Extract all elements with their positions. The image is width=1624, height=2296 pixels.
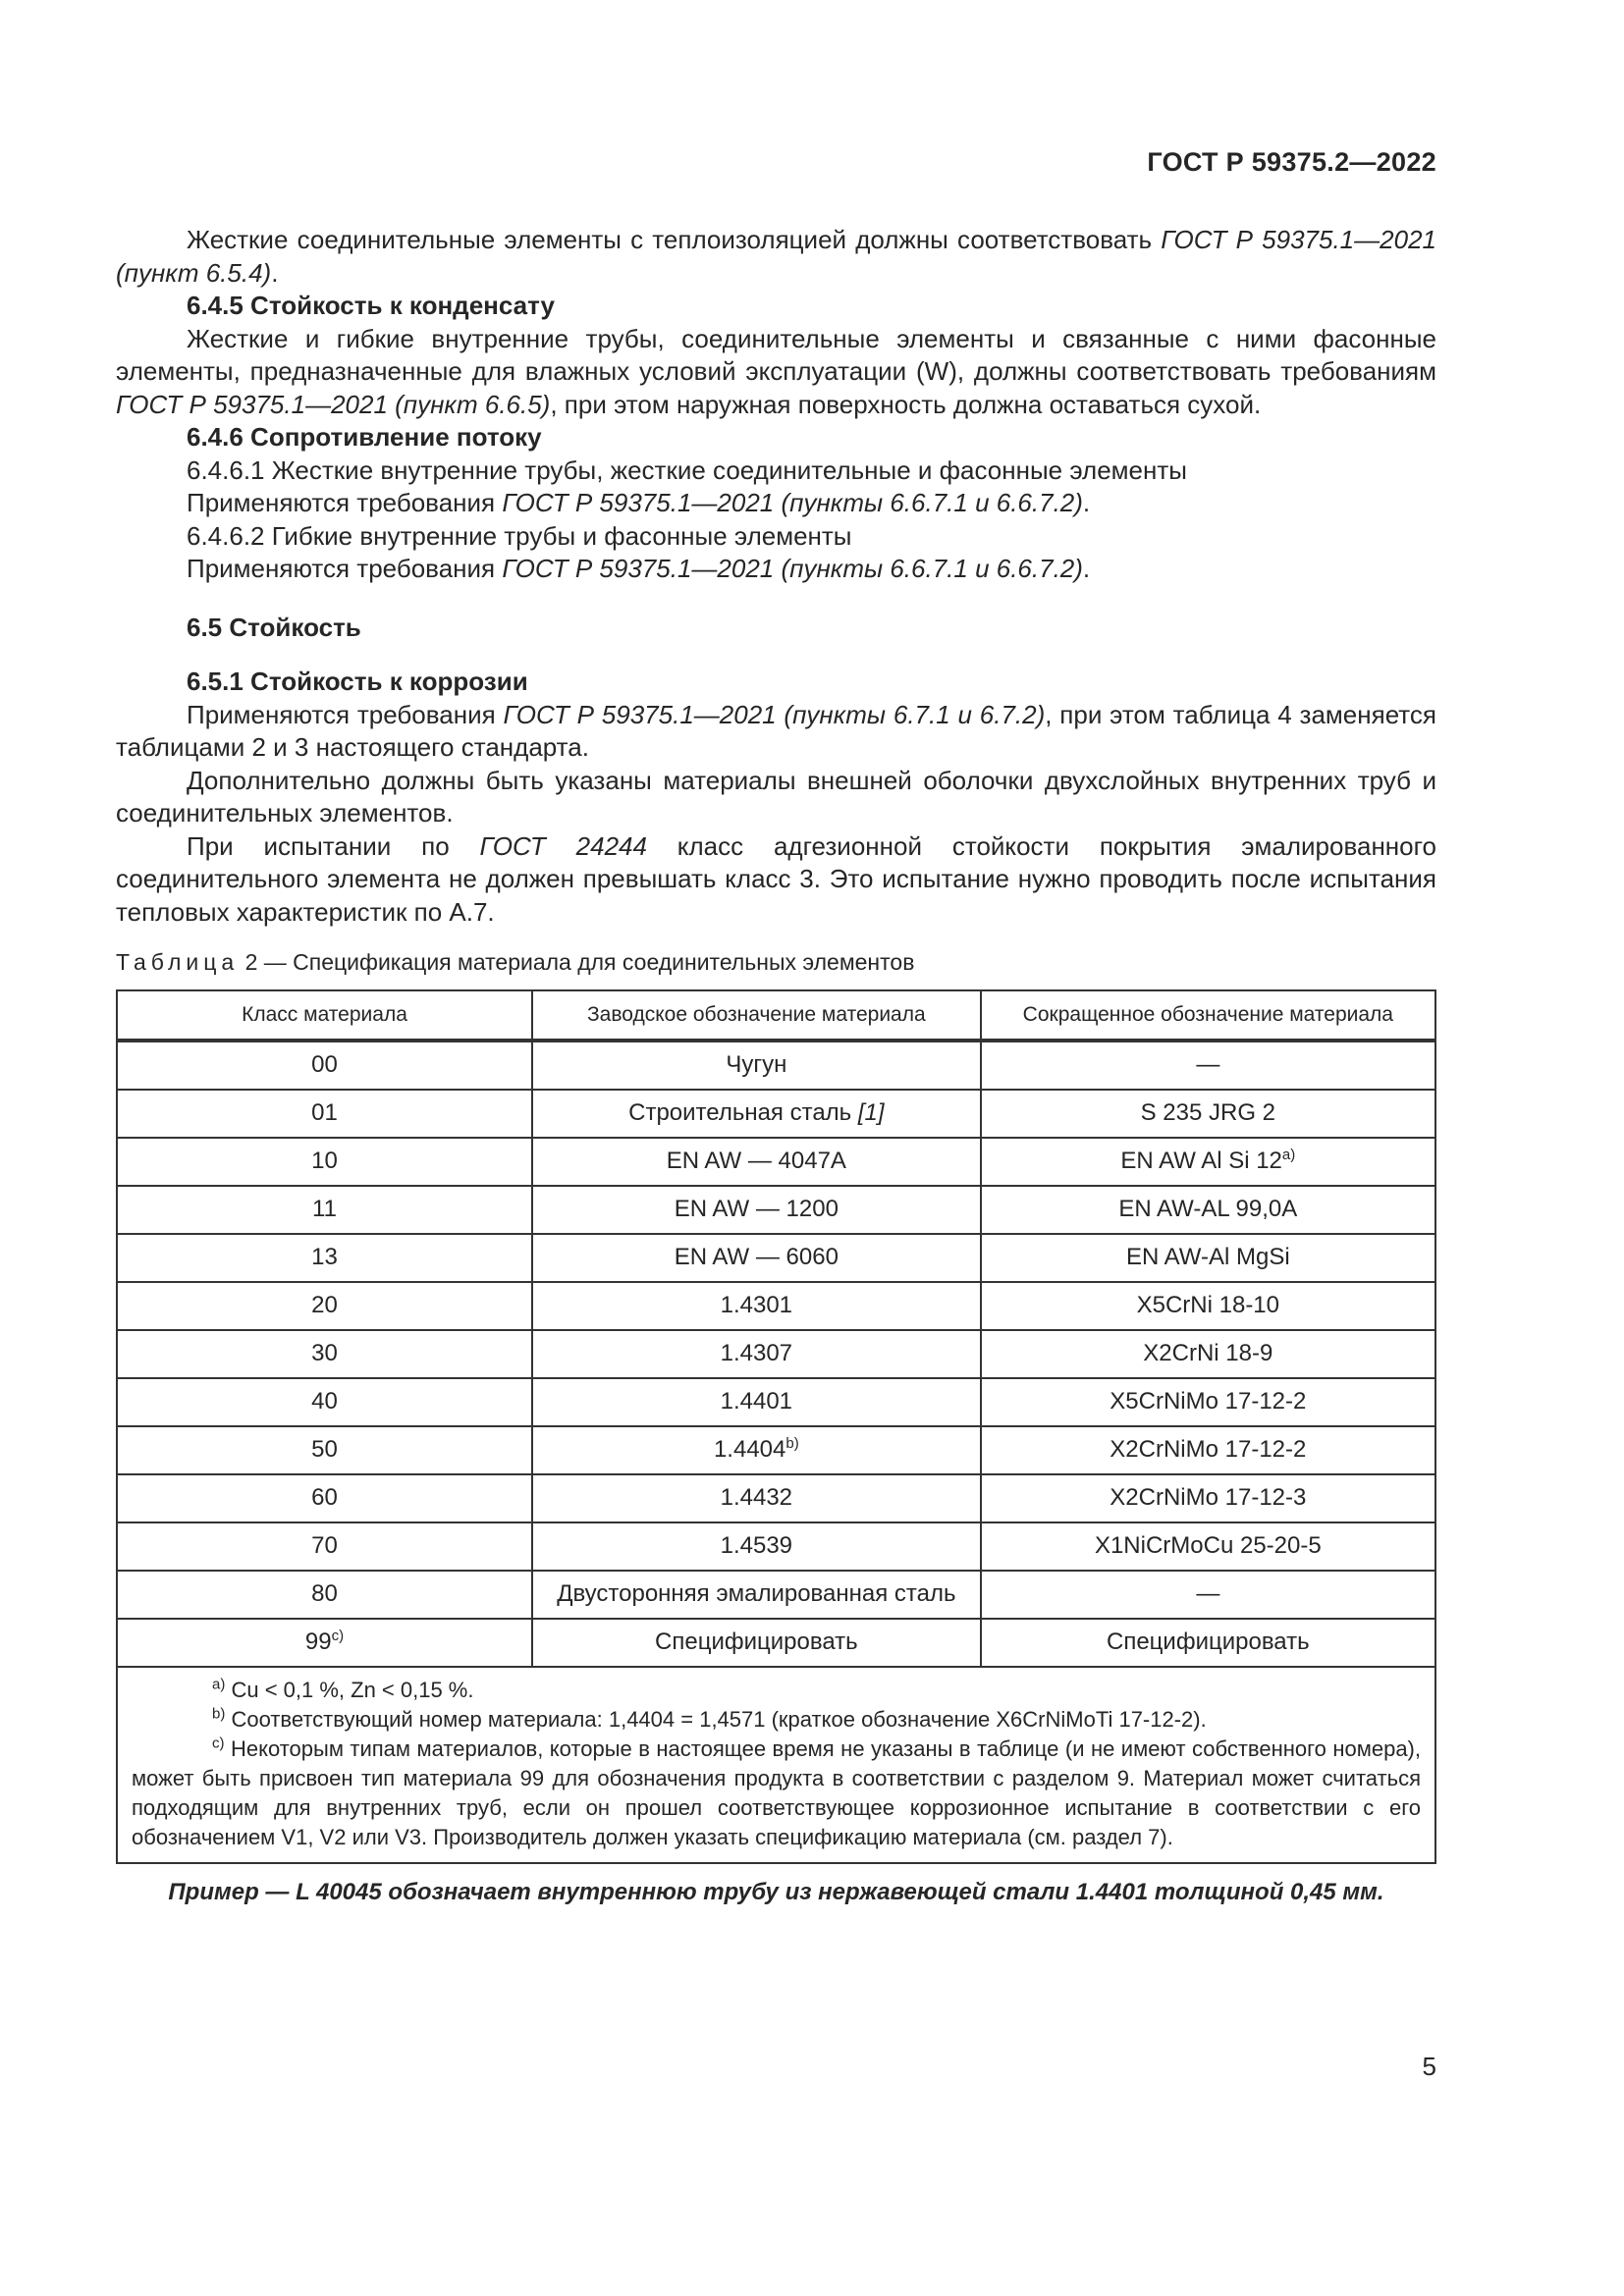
standard-reference: ГОСТ Р 59375.1—2021 (пункт 6.6.5) [116, 389, 551, 419]
heading-6-5-1: 6.5.1 Стойкость к коррозии [187, 667, 528, 696]
paragraph-applies-1: Применяются требования ГОСТ Р 59375.1—2021 (пункты 6.6.7.1 и 6.6.7.2). [187, 488, 1091, 517]
heading-6-4-5: 6.4.5 Стойкость к конденсату [187, 291, 555, 320]
footnote-a: $^{a)}$ Cu < 0,1 %, Zn < 0,15 %. [212, 1676, 474, 1702]
cell-factory-designation: 1.4539 [532, 1522, 981, 1571]
cell-short-designation: — [981, 1571, 1435, 1619]
cell-factory-designation: EN AW — 1200 [532, 1186, 981, 1234]
footnote-marker: a) [1281, 1147, 1296, 1164]
cell-material-class: 50 [117, 1426, 532, 1474]
cell-short-designation: X2CrNiMo 17-12-2 [981, 1426, 1435, 1474]
cell-short-designation: EN AW-Al MgSi [981, 1234, 1435, 1282]
cell-material-class: 11 [117, 1186, 532, 1234]
footnote-b: $^{b)}$ Соответствующий номер материала: 1,4404 = 1,4571 (краткое обозначение X6CrNiMoTi 17-12-2). [212, 1705, 1207, 1732]
standard-reference: ГОСТ Р 59375.1—2021 (пункты 6.6.7.1 и 6.6.7.2) [502, 554, 1083, 583]
cell-factory-designation: Строительная сталь [1] [532, 1090, 981, 1138]
table-body [117, 1041, 1435, 1667]
paragraph-condensate: Жесткие и гибкие внутренние трубы, соединительные элементы и связанные с ними фасонные элементы, предназначенные для влажных условий эксплуатации (W), должны соответствовать требованиям ГОСТ Р 59375.1—2021 (пункт 6.6.5), при этом наружная поверхность должна оставаться сухой. [116, 323, 1436, 419]
table-row [117, 1522, 1435, 1571]
table-caption: Таблица 2 — Спецификация материала для соединительных элементов [116, 949, 915, 975]
cell-material-class: 13 [117, 1234, 532, 1282]
cell-short-designation: X2CrNiMo 17-12-3 [981, 1474, 1435, 1522]
cell-material-class: 70 [117, 1522, 532, 1571]
table-row [117, 1041, 1435, 1090]
column-header-short: Сокращенное обозначение материала [981, 990, 1435, 1041]
cell-material-class: 30 [117, 1330, 532, 1378]
cell-factory-designation: EN AW — 4047A [532, 1138, 981, 1186]
page-number: 5 [1422, 2052, 1436, 2081]
cell-material-class: 00 [117, 1041, 532, 1090]
cell-short-designation: X1NiCrMoCu 25-20-5 [981, 1522, 1435, 1571]
table-row [117, 1474, 1435, 1522]
cell-material-class: 60 [117, 1474, 532, 1522]
cell-factory-designation: 1.4432 [532, 1474, 981, 1522]
table-row [117, 1090, 1435, 1138]
cell-material-class: 80 [117, 1571, 532, 1619]
cell-short-designation: EN AW-AL 99,0A [981, 1186, 1435, 1234]
table-row [117, 1426, 1435, 1474]
heading-6-5: 6.5 Стойкость [187, 612, 361, 642]
cell-factory-designation: 1.4307 [532, 1330, 981, 1378]
cell-factory-designation: Чугун [532, 1041, 981, 1090]
footnote-marker: c) [331, 1628, 345, 1645]
cell-material-class: 40 [117, 1378, 532, 1426]
table-row [117, 1186, 1435, 1234]
table-notes-row [117, 1667, 1435, 1863]
example-note: Пример — L 40045 обозначает внутреннюю трубу из нержавеющей стали 1.4401 толщиной 0,45 мм. [168, 1878, 1384, 1905]
standard-reference: ГОСТ Р 59375.1—2021 (пункт 6.5.4) [116, 225, 1436, 288]
cell-material-class: 99$^{c)}$ [117, 1619, 532, 1667]
footnote-c: $^{c)}$ Некоторым типам материалов, которые в настоящее время не указаны в таблице (и не имеют собственного номера), может быть присвоен тип материала 99 для обозначения продукта в соответствии с разделом 9. Материал может считаться подходящим для внутренних труб, если он прошел соответствующее коррозионное испытание в соответствии с его обозначением V1, V2 или V3. Производитель должен указать спецификацию материала (см. раздел 7). [132, 1735, 1421, 1849]
document-code-header: ГОСТ Р 59375.2—2022 [1147, 147, 1436, 177]
paragraph-outer-shell: Дополнительно должны быть указаны материалы внешней оболочки двухслойных внутренних труб и соединительных элементов. [116, 765, 1436, 828]
cell-short-designation: EN AW Al Si 12$^{a)}$ [981, 1138, 1435, 1186]
cell-material-class: 20 [117, 1282, 532, 1330]
table-header-row [117, 990, 1435, 1041]
cell-short-designation: Специфицировать [981, 1619, 1435, 1667]
standard-reference: ГОСТ 24244 [479, 830, 647, 861]
column-header-class: Класс материала [117, 990, 532, 1041]
cell-factory-designation: Двусторонняя эмалированная сталь [532, 1571, 981, 1619]
standard-reference: ГОСТ Р 59375.1—2021 (пункты 6.6.7.1 и 6.6.7.2) [502, 488, 1083, 517]
cell-factory-designation: Специфицировать [532, 1619, 981, 1667]
bibliography-reference: [1] [857, 1099, 885, 1127]
table-row [117, 1138, 1435, 1186]
cell-material-class: 10 [117, 1138, 532, 1186]
paragraph-fittings-insulation: Жесткие соединительные элементы с теплоизоляцией должны соответствовать ГОСТ Р 59375.1—2021 (пункт 6.5.4). [116, 225, 1436, 288]
standard-reference: ГОСТ Р 59375.1—2021 (пункты 6.7.1 и 6.7.2) [503, 699, 1046, 729]
cell-short-designation: X5CrNi 18-10 [981, 1282, 1435, 1330]
page-content [116, 224, 1436, 1908]
column-header-factory: Заводское обозначение материала [532, 990, 981, 1041]
table-row [117, 1619, 1435, 1667]
paragraph-applies-2: Применяются требования ГОСТ Р 59375.1—2021 (пункты 6.6.7.1 и 6.6.7.2). [187, 554, 1091, 583]
cell-short-designation: S 235 JRG 2 [981, 1090, 1435, 1138]
table-row [117, 1282, 1435, 1330]
table-row [117, 1378, 1435, 1426]
cell-short-designation: X5CrNiMo 17-12-2 [981, 1378, 1435, 1426]
paragraph-enamel-test: При испытании по ГОСТ 24244 класс адгезионной стойкости покрытия эмалированного соединительного элемента не должен превышать класс 3. Это испытание нужно проводить после испытания тепловых характеристик по А.7. [116, 830, 1436, 927]
table-row [117, 1330, 1435, 1378]
table-row [117, 1234, 1435, 1282]
cell-factory-designation: EN AW — 6060 [532, 1234, 981, 1282]
cell-factory-designation: 1.4301 [532, 1282, 981, 1330]
cell-material-class: 01 [117, 1090, 532, 1138]
table-notes [117, 1667, 1435, 1863]
heading-6-4-6: 6.4.6 Сопротивление потоку [187, 422, 542, 452]
clause-6-4-6-2: 6.4.6.2 Гибкие внутренние трубы и фасонные элементы [187, 520, 852, 551]
table-row [117, 1571, 1435, 1619]
cell-factory-designation: 1.4404$^{b)}$ [532, 1426, 981, 1474]
clause-6-4-6-1: 6.4.6.1 Жесткие внутренние трубы, жесткие соединительные и фасонные элементы [187, 454, 1187, 485]
paragraph-corrosion-requirements: Применяются требования ГОСТ Р 59375.1—2021 (пункты 6.7.1 и 6.7.2), при этом таблица 4 заменяется таблицами 2 и 3 настоящего стандарта. [116, 699, 1437, 762]
footnote-marker: b) [785, 1435, 799, 1453]
cell-short-designation: X2CrNi 18-9 [981, 1330, 1435, 1378]
cell-factory-designation: 1.4401 [532, 1378, 981, 1426]
material-spec-table [116, 989, 1436, 1864]
cell-short-designation: — [981, 1041, 1435, 1090]
